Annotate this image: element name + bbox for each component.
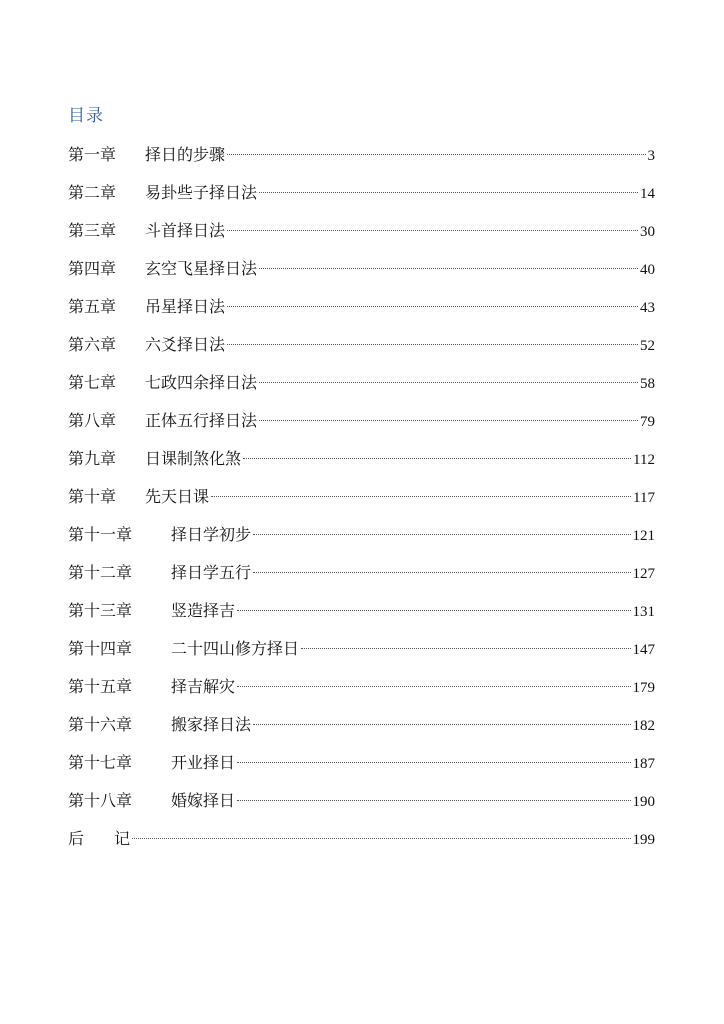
chapter-title: 择吉解灾 — [171, 677, 236, 696]
chapter-title: 搬家择日法 — [171, 715, 252, 734]
chapter-number: 第十七章 — [68, 753, 133, 772]
chapter-title: 斗首择日法 — [145, 221, 226, 240]
dot-leader — [259, 420, 638, 421]
dot-leader — [253, 572, 630, 573]
chapter-title: 先天日课 — [145, 487, 210, 506]
toc-title: 目录 — [68, 106, 104, 126]
toc-list — [68, 143, 655, 865]
chapter-number: 第十八章 — [68, 791, 133, 810]
toc-entry[interactable] — [68, 637, 655, 675]
chapter-title: 玄空飞星择日法 — [145, 259, 258, 278]
toc-entry[interactable] — [68, 219, 655, 257]
chapter-number: 第八章 — [68, 411, 117, 430]
dot-leader — [237, 686, 630, 687]
toc-entry[interactable] — [68, 789, 655, 827]
chapter-title: 择日的步骤 — [145, 145, 226, 164]
afterword-char-1: 后 — [68, 829, 85, 848]
chapter-number: 第四章 — [68, 259, 117, 278]
page-number: 52 — [640, 338, 655, 354]
dot-leader — [237, 800, 630, 801]
toc-entry[interactable] — [68, 257, 655, 295]
chapter-number: 第十五章 — [68, 677, 133, 696]
toc-entry[interactable] — [68, 523, 655, 561]
page-number: 187 — [632, 756, 655, 772]
toc-entry[interactable] — [68, 599, 655, 637]
toc-entry[interactable] — [68, 485, 655, 523]
toc-entry[interactable] — [68, 675, 655, 713]
chapter-number: 第十章 — [68, 487, 117, 506]
page-number: 3 — [647, 148, 655, 164]
toc-entry[interactable] — [68, 371, 655, 409]
toc-entry[interactable] — [68, 409, 655, 447]
chapter-title: 六爻择日法 — [145, 335, 226, 354]
chapter-title: 竖造择吉 — [171, 601, 236, 620]
chapter-number: 第十三章 — [68, 601, 133, 620]
chapter-number: 第二章 — [68, 183, 117, 202]
toc-entry[interactable] — [68, 751, 655, 789]
chapter-number: 第十二章 — [68, 563, 133, 582]
chapter-title: 婚嫁择日 — [171, 791, 236, 810]
dot-leader — [237, 762, 630, 763]
page-number: 14 — [640, 186, 655, 202]
afterword-char-2: 记 — [114, 829, 131, 848]
page-number: 190 — [632, 794, 655, 810]
toc-entry[interactable] — [68, 561, 655, 599]
chapter-number: 第一章 — [68, 145, 117, 164]
chapter-number: 第十一章 — [68, 525, 133, 544]
chapter-title: 易卦些子择日法 — [145, 183, 258, 202]
toc-entry[interactable] — [68, 143, 655, 181]
chapter-title: 七政四余择日法 — [145, 373, 258, 392]
chapter-number: 第三章 — [68, 221, 117, 240]
dot-leader — [227, 154, 645, 155]
page-number: 40 — [640, 262, 655, 278]
page-number: 147 — [632, 642, 655, 658]
chapter-title: 开业择日 — [171, 753, 236, 772]
dot-leader — [227, 230, 638, 231]
page-number: 182 — [632, 718, 655, 734]
chapter-number: 第十六章 — [68, 715, 133, 734]
chapter-title: 择日学初步 — [171, 525, 252, 544]
dot-leader — [227, 306, 638, 307]
chapter-title: 吊星择日法 — [145, 297, 226, 316]
chapter-title: 择日学五行 — [171, 563, 252, 582]
page-number: 179 — [632, 680, 655, 696]
dot-leader — [237, 610, 630, 611]
dot-leader — [259, 268, 638, 269]
page-number: 79 — [640, 414, 655, 430]
afterword-title — [68, 827, 130, 851]
page-number: 30 — [640, 224, 655, 240]
dot-leader — [132, 838, 630, 839]
dot-leader — [211, 496, 631, 497]
chapter-number: 第五章 — [68, 297, 117, 316]
toc-entry[interactable] — [68, 713, 655, 751]
dot-leader — [243, 458, 631, 459]
page-number: 127 — [632, 566, 655, 582]
chapter-number: 第十四章 — [68, 639, 133, 658]
dot-leader — [259, 192, 638, 193]
dot-leader — [253, 724, 630, 725]
page-number: 112 — [633, 452, 655, 468]
page-number: 121 — [632, 528, 655, 544]
chapter-number: 第九章 — [68, 449, 117, 468]
chapter-title: 二十四山修方择日 — [171, 639, 300, 658]
page-number: 199 — [632, 832, 655, 848]
chapter-title: 正体五行择日法 — [145, 411, 258, 430]
dot-leader — [227, 344, 638, 345]
dot-leader — [301, 648, 630, 649]
toc-entry[interactable] — [68, 181, 655, 219]
page-number: 117 — [633, 490, 655, 506]
toc-entry[interactable] — [68, 333, 655, 371]
page-number: 131 — [632, 604, 655, 620]
toc-entry[interactable] — [68, 447, 655, 485]
page-number: 43 — [640, 300, 655, 316]
dot-leader — [259, 382, 638, 383]
dot-leader — [253, 534, 630, 535]
chapter-number: 第七章 — [68, 373, 117, 392]
chapter-number: 第六章 — [68, 335, 117, 354]
toc-entry[interactable] — [68, 295, 655, 333]
toc-entry-afterword[interactable] — [68, 827, 655, 865]
chapter-title: 日课制煞化煞 — [145, 449, 242, 468]
page-number: 58 — [640, 376, 655, 392]
